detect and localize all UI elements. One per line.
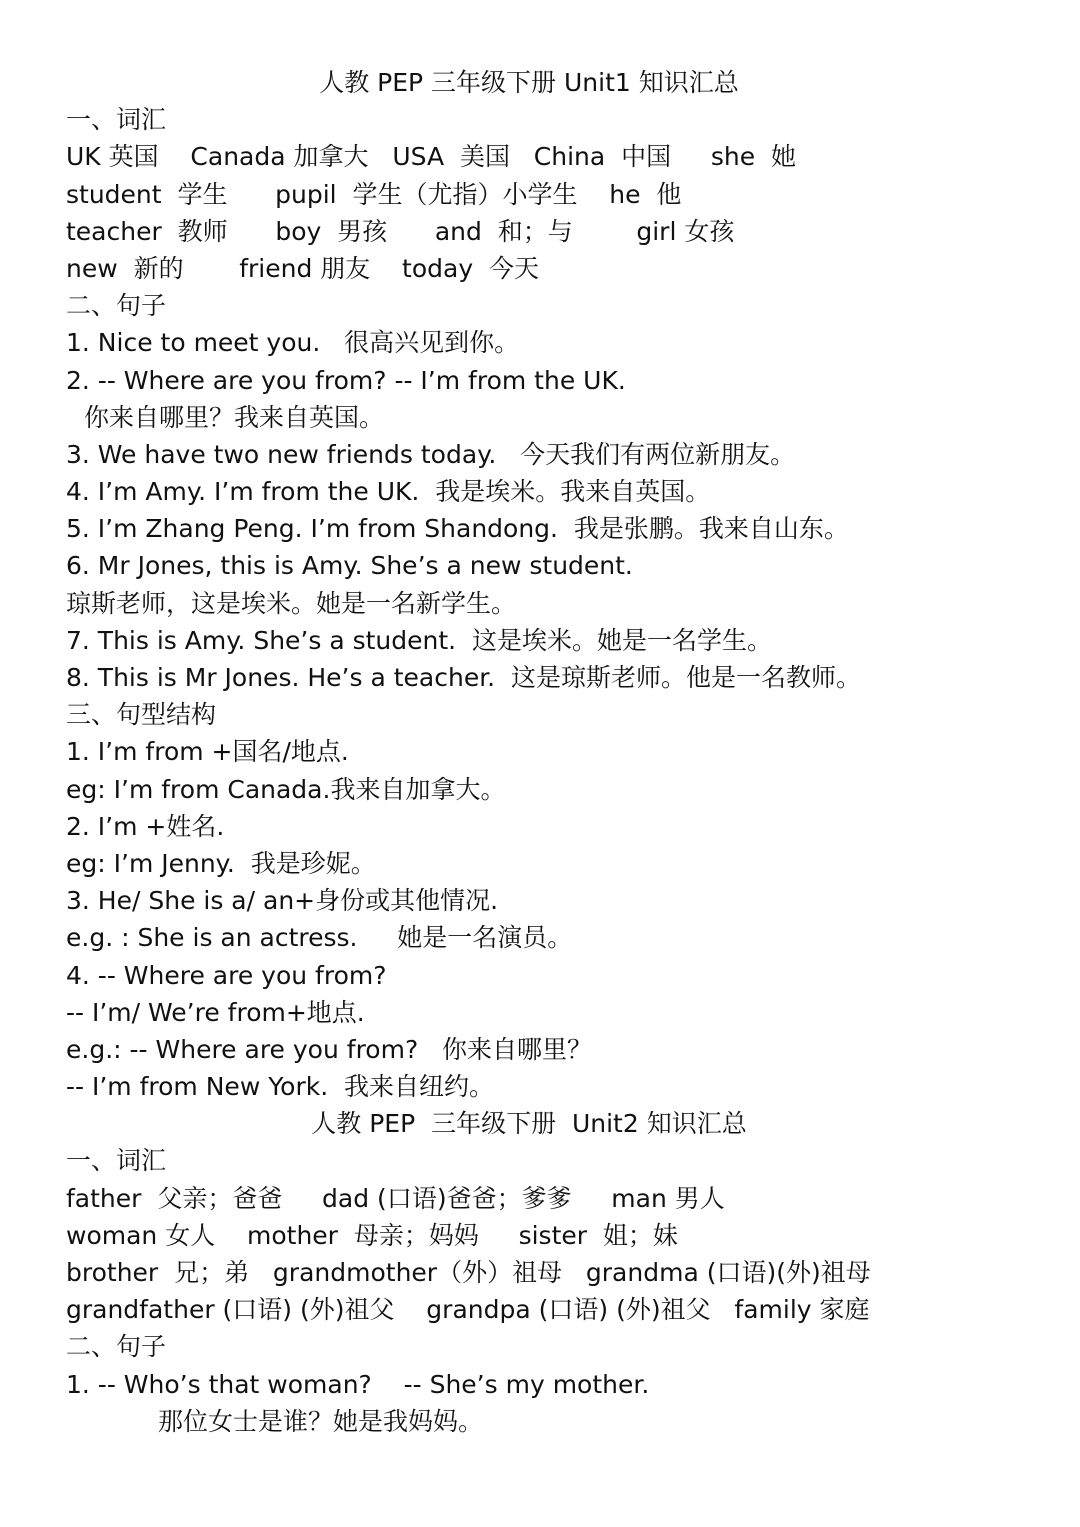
unit1-pattern-example: e.g. : She is an actress. 她是一名演员。 <box>66 923 573 953</box>
unit1-title: 人教 PEP 三年级下册 Unit1 知识汇总 <box>319 68 739 97</box>
unit1-sentences-heading: 二、句子 <box>66 291 167 321</box>
unit1-pattern: 3. He/ She is a/ an+身份或其他情况. <box>66 886 499 916</box>
unit2-sentence: 1. -- Who’s that woman? -- She’s my mother. <box>66 1369 650 1399</box>
unit2-vocab-row: woman 女人 mother 母亲；妈妈 sister 姐；妹 <box>66 1220 678 1250</box>
unit1-pattern-example: eg: I’m Jenny. 我是珍妮。 <box>66 848 376 878</box>
unit1-vocab-row: UK 英国 Canada 加拿大 USA 美国 China 中国 she 她 <box>66 142 796 172</box>
unit1-pattern: -- I’m/ We’re from+地点. <box>66 997 365 1027</box>
unit1-sentence: 5. I’m Zhang Peng. I’m from Shandong. 我是张鹏。我来自山东。 <box>66 514 849 544</box>
document-page <box>66 64 1046 1440</box>
unit1-sentence: 3. We have two new friends today. 今天我们有两位新朋友。 <box>66 439 796 469</box>
unit1-sentence-translation: 琼斯老师，这是埃米。她是一名新学生。 <box>66 588 517 618</box>
unit2-vocab-row: father 父亲；爸爸 dad (口语)爸爸；爹爹 man 男人 <box>66 1183 725 1213</box>
unit2-sentence-translation: 那位女士是谁？她是我妈妈。 <box>158 1406 484 1436</box>
unit1-vocab-row: teacher 教师 boy 男孩 and 和；与 girl 女孩 <box>66 216 735 246</box>
unit1-pattern-example: e.g.: -- Where are you from? 你来自哪里？ <box>66 1034 593 1064</box>
unit1-vocab-row: student 学生 pupil 学生（尤指）小学生 he 他 <box>66 179 682 209</box>
unit1-sentence: 4. I’m Amy. I’m from the UK. 我是埃米。我来自英国。 <box>66 477 711 507</box>
unit1-pattern-example: -- I’m from New York. 我来自纽约。 <box>66 1072 495 1102</box>
unit2-title: 人教 PEP 三年级下册 Unit2 知识汇总 <box>311 1109 747 1139</box>
unit1-sentence-translation: 你来自哪里？我来自英国。 <box>76 402 384 432</box>
unit2-vocab-heading: 一、词汇 <box>66 1146 167 1176</box>
unit1-sentence: 6. Mr Jones, this is Amy. She’s a new student. <box>66 551 633 581</box>
unit2-sentences-heading: 二、句子 <box>66 1332 167 1362</box>
unit1-patterns-heading: 三、句型结构 <box>66 700 217 730</box>
unit1-sentence: 2. -- Where are you from? -- I’m from the UK. <box>66 365 626 395</box>
unit1-vocab-heading: 一、词汇 <box>66 105 167 135</box>
unit1-pattern: 4. -- Where are you from? <box>66 960 387 990</box>
unit1-vocab-row: new 新的 friend 朋友 today 今天 <box>66 253 540 283</box>
unit1-sentence: 1. Nice to meet you. 很高兴见到你。 <box>66 328 520 358</box>
unit1-pattern-example: eg: I’m from Canada.我来自加拿大。 <box>66 774 506 804</box>
unit2-vocab-row: grandfather (口语) (外)祖父 grandpa (口语) (外)祖父 family 家庭 <box>66 1295 870 1325</box>
unit1-pattern: 2. I’m +姓名. <box>66 811 225 841</box>
unit1-sentence: 7. This is Amy. She’s a student. 这是埃米。她是一名学生。 <box>66 625 773 655</box>
unit1-sentence: 8. This is Mr Jones. He’s a teacher. 这是琼斯老师。他是一名教师。 <box>66 663 862 692</box>
unit2-vocab-row: brother 兄；弟 grandmother（外）祖母 grandma (口语)(外)祖母 <box>66 1258 871 1287</box>
unit1-pattern: 1. I’m from +国名/地点. <box>66 737 349 767</box>
